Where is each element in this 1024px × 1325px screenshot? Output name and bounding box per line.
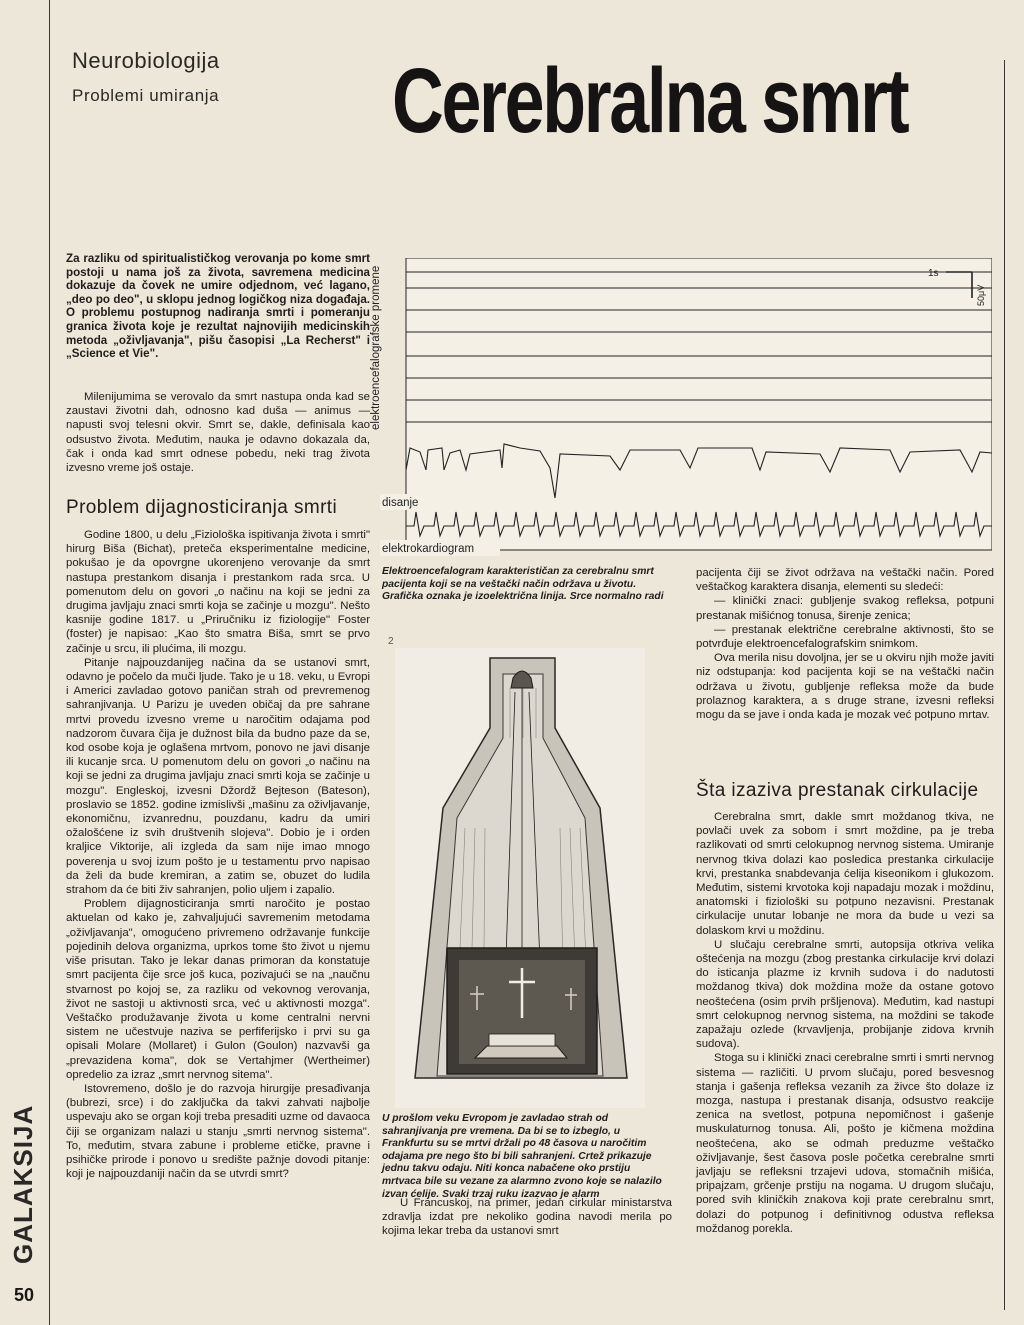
paragraph: U slučaju cerebralne smrti, autopsija otkriva velika oštećenja na mozgu (zbog prestanka cirkulacije krvi dolazi do isticanja plazme iz krvnih sudova i do nadutosti moždanog tkiva) dok moždina može da ostane gotovo neoštećena (osim prvih pršljenova). Međutim, kad nastupi smrt celokupnog nervnog sistema, na moždini se takođe zapažaju ozlede (krvavljenja, probijanje zidova krvnih sudova). [696, 938, 994, 1051]
paragraph: Ova merila nisu dovoljna, jer se u okviru njih može javiti niz odstupanja: kod pacijenta koji se na veštački način održava u životu, gubljenje refleksa može da bude prolaznog karaktera, a s druge strane, izvesni refleksi mogu da se jave i onda kada je mozak već potpuno mrtav. [696, 652, 994, 722]
ecg-label: elektrokardiogram [382, 543, 475, 555]
eeg-label: elektroencefalografske promene [370, 265, 382, 430]
text-column-right [696, 566, 994, 722]
section-heading-diagnosis: Problem dijagnosticiranja smrti [66, 497, 338, 518]
text-column-right-lower [696, 810, 994, 1236]
breathing-label: disanje [382, 497, 419, 509]
right-rule [1004, 60, 1005, 1310]
time-scale-label: 1s [928, 268, 939, 279]
paragraph: Stoga su i klinički znaci cerebralne smrti i smrti nervnog sistema — različiti. U prvom slučaju, pored besvesnog stanja i gašenja refleksa vezanih za živce što dolaze iz mozga, nastupa i prestanak disanja, odsustvo reakcije zenica na svetlost, potpuna nepomičnost i gašenje muskulaturnog tonusa. Ali, pošto je kičmena moždina neoštećena, ako se odmah preduzme veštačko oživljavanje, šest časova posle početka cerebralne smrti javljaju se refleksni trzajevi udova, stomačnih mišića, pripajzam, grčenje prstiju na nogama. U drugom slučaju, pored svih kliničkih znakova koji prate cerebralnu smrt, dolazi do potpunog i definitivnog odustva refleksa moždanog porekla. [696, 1052, 994, 1235]
paragraph: — klinički znaci: gubljenje svakog refleksa, potpuni prestanak mišićnog tonusa, širenje zenica; [696, 595, 994, 622]
paragraph: Problem dijagnosticiranja smrti naročito je postao aktuelan od kako je, zahvaljujući savremenim metodama „oživljavanja", omogućeno privremeno održavanje funkcije pojedinih delova organizma, uprkos tome što život u njemu više prisutan. Tako je lekar danas primoran da konstatuje smrt pacijenta čije srce još kuca, pozivajući se na „naučnu stvarnost po kojoj se, za razliku od vekovnog verovanja, život ne sastoji u aktivnosti srca, već u aktivnosti mozga". Veštačko produžavanje života u kome centralni nervni sistem ne učestvuje naziva se perfiferijsko i prvi su ga opisali Molare (Mollaret) i Gulon (Goulon) nazvavši ga „prevazidena koma", dok se Vertahjmer (Wertheimer) opredelio za izraz „smrt nervnog sitema". [66, 898, 370, 1081]
text-column-left [66, 528, 370, 1181]
paragraph: Cerebralna smrt, dakle smrt moždanog tkiva, ne povlači uvek za sobom i smrt moždine, pa je treba razlikovati od smrti celokupnog nervnog sistema. Umiranje nervnog tkiva dolazi kao posledica prestanka cirkulacije krvi, prestanka snabdevanja ćelija kiseonikom i glukozom. Međutim, sistemi krvotoka koji napadaju mozak i moždinu, anatomski i fiziološki su potpuno nezavisni. Prestanak cirkulacije unutar lobanje ne mora da bude u vezi sa dolaskom krvi u moždinu. [696, 811, 994, 937]
text-column-middle [382, 1196, 672, 1239]
mortuary-chamber-illustration [395, 648, 645, 1108]
paragraph: Godine 1800, u delu „Fiziološka ispitivanja života i smrti" hirurg Biša (Bichat), preteča eksperimentalne medicine, pokušao je da opovrgne ukorenjeno verovanje da smrt nastupa prestankom disanja i prestankom rada srca. U pomenutom delu on govori „o načinu na koji se jedni za drugima javljaju znaci smrti koja se začinje u mozgu". Nešto kasnije godine 1817. u „Priručniku iz fiziologije" Foster (foster) je napisao: „Kao što smatra Biša, smrt se prvo začinje u srcu, ili plućima, ili mozgu. [66, 529, 370, 655]
page-number: 50 [14, 1285, 35, 1305]
paragraph: U Francuskoj, na primer, jedan cirkular ministarstva zdravlja izdat pre nekoliko godina navodi merila po kojima lekar treba da ustanovi smrt [382, 1197, 672, 1238]
paragraph: — prestanak električne cerebralne aktivnosti, što se potvrđuje elektroencefalografskim snimkom. [696, 623, 994, 651]
magazine-brand: GALAKSIJA [8, 1104, 38, 1264]
subsection-label: Problemi umiranja [72, 86, 220, 105]
paragraph: Istovremeno, došlo je do razvoja hirurgije presađivanja (bubrezi, srce) i do zaključka da takvi zahvati najbolje uspevaju ako se organ koji treba presaditi uzme od davaoca čiji se organizam nalazi u stanju „smrti nervnog sistema". To, međutim, stvara zabune i probleme etičke, pravne i psihičke prirode i ponovo u središte pažnje dovodi pitanje: koji je najpouzdaniji način da se utvrdi smrt? [66, 1082, 370, 1181]
article-title: Cerebralna smrt [392, 50, 908, 152]
figure-number: 2 [388, 636, 394, 647]
eeg-figure-caption: Elektroencefalogram karakterističan za cerebralnu smrt pacijenta koji se na veštački način održava u životu. Grafička oznaka je izoelektrična linija. Srce normalno radi [382, 566, 664, 603]
illustration-caption: U prošlom veku Evropom je zavladao strah od sahranjivanja pre vremena. Da bi se to izbeglo, u Frankfurtu su se mrtvi držali po 48 časova u naročitim odajama pre nego što bi bili sahranjeni. Crtež prikazuje jednu takvu odaju. Niti konca nabačene oko prstiju mrtvaca bile su vezane za alarmno zvono koje se nalazilo izvan ćelije. Svaki trzaj ruku izazvao je alarm [382, 1113, 662, 1200]
paragraph: Pitanje najpouzdanijeg načina da se ustanovi smrt, odavno je počelo da muči ljude. Tako je u 18. veku, u Evropi i Americi zavladao gotovo paničan strah od prevremenog sahranjivanja. U Parizu je uveden običaj da pre sahrane mrtvi provedu izvesno vreme u naročitim odajama pod nadzorom čuvara čija je dužnost bila da budno paze da se, kod osobe koja je oglašena mrtvom, ponovo ne javi disanje ili kucanje srca. U pomenutom delu on govori „o načinu na koji se jedni za drugima javljaju znaci smrti koja se začinje u mozgu". Engleskoj, izvesni Džordž Bejteson (Bateson), proslavio se 1852. godine izmislivši „mašinu za oživljavanje, ekonomičnu, izvanrednu, pouzdanu, kadru da umiri ožalošćene iz svih društvenih slojeva". Dobio je i orden kraljice Viktorije, ali izgleda da sam nije imao mnogo poverenja u svoj izum pošto je u testamentu prvo napisao da želi da bude kremiran, a zatim se, obuzet do ludila strahom da će biti živ sahranjen, polio uljem i zapalio. [66, 656, 370, 897]
left-rule [49, 0, 50, 1325]
eeg-figure [380, 258, 992, 558]
article-lead: Za razliku od spiritualističkog verovanja po kome smrt postoji u nama još za života, savremena medicina dokazuje da čovek ne umire odjednom, već lagano, „deo po deo", u sklopu jednog logičkog niza događaja. O problemu postupnog nadiranja smrti i pomeranju granica života koje je rezultat najnovijih medicinskih metoda „oživljavanja", pišu časopisi „La Recherst" i „Science et Vie". [66, 252, 370, 361]
volt-scale-label: 50μV [976, 284, 986, 306]
intro-paragraph: Milenijumima se verovalo da smrt nastupa onda kad se zaustavi životni dah, odnosno kad duša — animus — napusti svoj telesni okvir. Smrt se, dakle, definisala kao odsustvo života. Međutim, nauka je odavno dokazala da, čak i onda kad smrt odnese pobedu, neki trag života izvesno vreme još ostaje. [66, 391, 370, 475]
section-label: Neurobiologija [72, 48, 220, 73]
section-heading-circulation: Šta izaziva prestanak cirkulacije [696, 780, 979, 801]
paragraph: pacijenta čiji se život održava na veštački način. Pored veštačkog karaktera disanja, elementi su sledeći: [696, 567, 994, 594]
